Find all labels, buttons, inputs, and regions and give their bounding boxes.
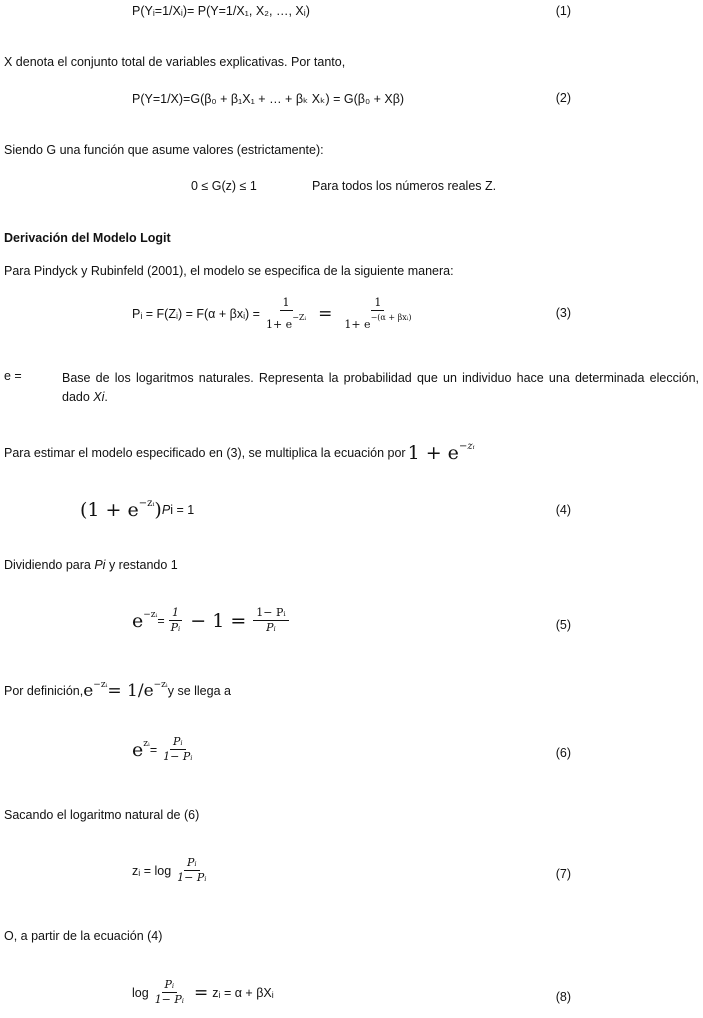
equation-6-equals: = bbox=[149, 742, 158, 757]
equation-3-fraction-1 bbox=[263, 297, 309, 331]
equation-7-fraction bbox=[174, 857, 209, 884]
paragraph-7: Sacando el logaritmo natural de (6) bbox=[4, 808, 200, 822]
paragraph-6-math-1 bbox=[83, 680, 107, 701]
paragraph-6-math-2 bbox=[107, 680, 167, 701]
equation-4 bbox=[80, 498, 194, 521]
equation-7-lhs: zᵢ = log bbox=[132, 863, 172, 878]
equation-5-base: e bbox=[132, 609, 144, 632]
paragraph-5 bbox=[4, 558, 178, 572]
paragraph-3: Para Pindyck y Rubinfeld (2001), el modelo se especifica de la siguiente manera: bbox=[4, 264, 454, 278]
equation-3-equals: = bbox=[318, 304, 333, 324]
paragraph-4-math bbox=[408, 441, 475, 464]
paragraph-6-m1-base: e bbox=[83, 681, 94, 701]
equation-6-number: (6) bbox=[555, 746, 571, 760]
equation-3-fraction-2 bbox=[341, 297, 414, 331]
equation-8-rhs: zᵢ = α + βXᵢ bbox=[212, 985, 274, 1000]
equation-5-number: (5) bbox=[555, 618, 571, 632]
fraction-1-den-exponent: −Zᵢ bbox=[292, 313, 307, 322]
equation-6-base: e bbox=[132, 738, 144, 761]
equation-7-number: (7) bbox=[555, 867, 571, 881]
equation-5-exp-term bbox=[132, 610, 157, 632]
equation-4-rest: i = 1 bbox=[170, 502, 195, 517]
section-heading: Derivación del Modelo Logit bbox=[4, 231, 171, 245]
equation-8-denominator: 1− Pᵢ bbox=[154, 993, 185, 1006]
paragraph-6-text: Por definición, bbox=[4, 683, 84, 698]
equation-4-exponent: −zᵢ bbox=[138, 498, 155, 509]
equation-5-f2-denominator: Pᵢ bbox=[266, 621, 276, 634]
paragraph-6-end: y se llega a bbox=[167, 683, 231, 698]
paragraph-2: Siendo G una función que asume valores (estrictamente): bbox=[4, 143, 324, 157]
equation-8-lhs: log bbox=[132, 985, 149, 1000]
paragraph-6-m1-exponent: −zᵢ bbox=[93, 680, 108, 690]
equation-6-fraction bbox=[160, 736, 195, 763]
definition-text bbox=[62, 369, 699, 407]
equation-1 bbox=[132, 4, 310, 18]
fraction-2-den-base: 1+ e bbox=[344, 318, 371, 331]
equation-5-equals: = bbox=[157, 613, 165, 628]
equation-4-number: (4) bbox=[555, 503, 571, 517]
paragraph-4-math-base: 1 + e bbox=[407, 442, 459, 464]
equation-8-fraction bbox=[152, 979, 187, 1006]
equation-4-base: (1 + e bbox=[80, 499, 139, 521]
equation-5-f2-numerator: 1− Pᵢ bbox=[253, 607, 288, 621]
equation-5-f1-denominator: Pᵢ bbox=[170, 621, 181, 634]
equation-1-number: (1) bbox=[555, 4, 571, 18]
fraction-1-den-base: 1+ e bbox=[265, 318, 293, 331]
paragraph-4 bbox=[4, 441, 475, 464]
paragraph-5-end: y restando 1 bbox=[105, 558, 178, 572]
fraction-2-denominator bbox=[341, 311, 414, 331]
equation-4-p: P bbox=[161, 502, 171, 517]
equation-6 bbox=[132, 736, 198, 763]
paragraph-6-m2-base: = 1/e bbox=[107, 681, 154, 701]
equation-3 bbox=[132, 297, 417, 331]
bound-expression: 0 ≤ G(z) ≤ 1 bbox=[191, 179, 257, 193]
equation-6-denominator: 1− Pᵢ bbox=[163, 750, 193, 763]
equation-7-denominator: 1− Pᵢ bbox=[177, 871, 207, 884]
equation-2-number: (2) bbox=[555, 91, 571, 105]
equation-8-numerator: Pᵢ bbox=[162, 979, 178, 993]
definition-body: Base de los logaritmos naturales. Representa la probabilidad que un individuo hace una determinada elección, dado bbox=[62, 371, 699, 404]
fraction-1-denominator bbox=[263, 311, 309, 331]
fraction-2-numerator: 1 bbox=[371, 297, 384, 311]
paragraph-1: X denota el conjunto total de variables explicativas. Por tanto, bbox=[4, 55, 346, 69]
paragraph-4-text: Para estimar el modelo especificado en (3), se multiplica la ecuación por bbox=[4, 445, 406, 460]
equation-2: P(Y=1/X)=G(β₀ + β₁X₁ + … + βₖ Xₖ) = G(β₀ + Xβ) bbox=[132, 92, 405, 106]
equation-5-f1-numerator: 1 bbox=[169, 607, 182, 621]
paragraph-6 bbox=[4, 680, 231, 701]
equation-8 bbox=[132, 979, 274, 1006]
equation-8-equals: = bbox=[194, 982, 209, 1003]
definition-term: e = bbox=[4, 369, 22, 383]
fraction-1-numerator: 1 bbox=[280, 297, 293, 311]
equation-4-close-paren: ) bbox=[154, 499, 162, 521]
equation-5-fraction-1 bbox=[168, 607, 184, 634]
equation-6-numerator: Pᵢ bbox=[170, 736, 186, 750]
equation-7 bbox=[132, 857, 212, 884]
paragraph-5-text: Dividiendo para bbox=[4, 558, 95, 572]
equation-5 bbox=[132, 607, 292, 634]
equation-5-minus-one: − 1 = bbox=[190, 609, 247, 632]
paragraph-4-math-exponent: −zᵢ bbox=[458, 441, 475, 452]
equation-3-number: (3) bbox=[555, 306, 571, 320]
equation-5-exponent: −zᵢ bbox=[143, 609, 158, 620]
paragraph-8: O, a partir de la ecuación (4) bbox=[4, 929, 163, 943]
paragraph-6-m2-exponent: −zᵢ bbox=[153, 680, 168, 690]
fraction-2-den-exponent: −(α + βxᵢ) bbox=[370, 313, 412, 322]
paragraph-5-variable: Pi bbox=[94, 558, 106, 572]
equation-5-fraction-2 bbox=[253, 607, 288, 634]
equation-6-exp-term bbox=[132, 739, 150, 761]
bound-condition: Para todos los números reales Z. bbox=[312, 179, 497, 193]
definition-end: . bbox=[104, 390, 108, 404]
equation-6-exponent: zᵢ bbox=[143, 738, 150, 749]
equation-7-numerator: Pᵢ bbox=[184, 857, 200, 871]
equation-4-math bbox=[80, 498, 162, 521]
equation-3-lhs: Pᵢ = F(Zᵢ) = F(α + βxᵢ) = bbox=[132, 307, 260, 321]
equation-1-text: P(Yᵢ=1/Xᵢ)= P(Y=1/X₁, X₂, …, Xᵢ) bbox=[132, 4, 310, 18]
equation-8-number: (8) bbox=[555, 990, 571, 1004]
definition-variable: Xi bbox=[93, 390, 105, 404]
